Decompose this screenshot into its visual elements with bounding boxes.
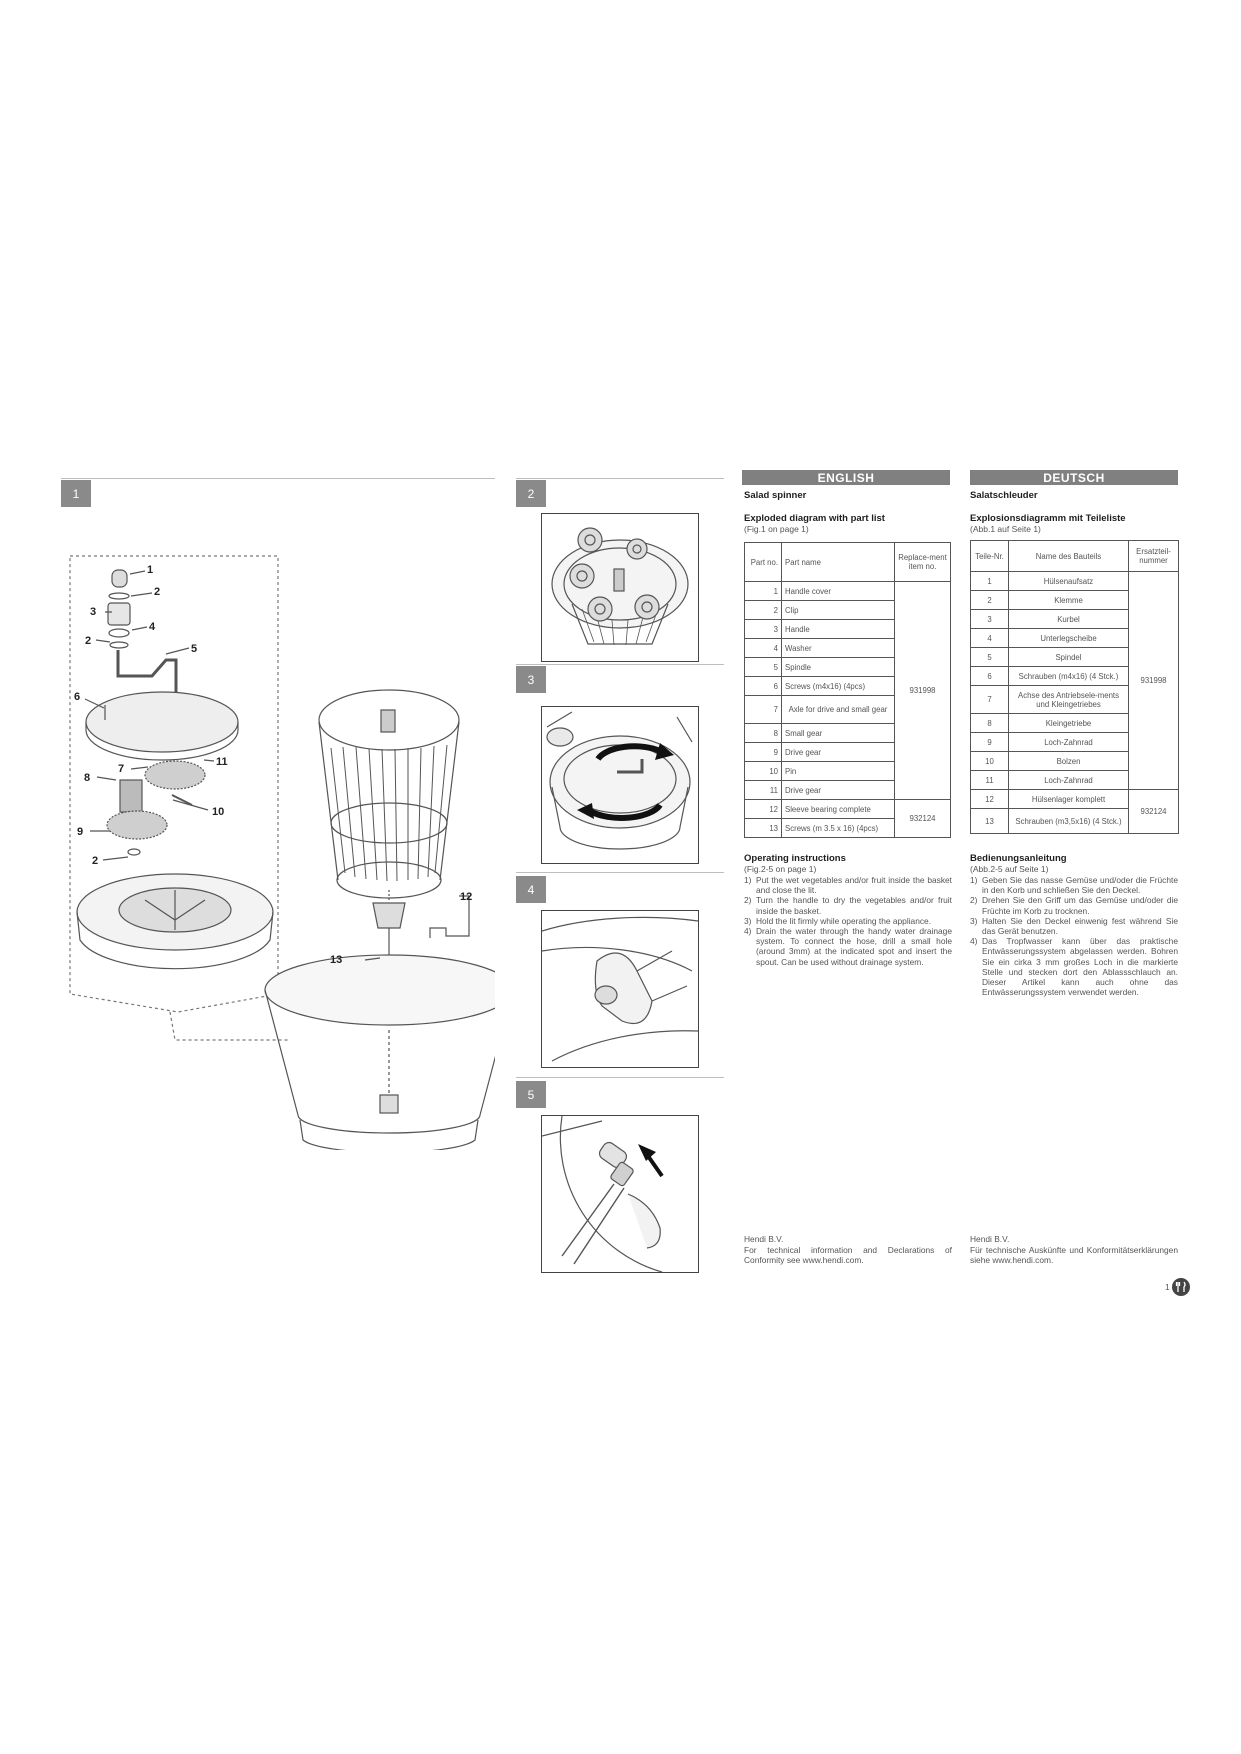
- part-name: Axle for drive and small gear: [782, 696, 895, 724]
- table-row: [745, 582, 951, 601]
- part-name: Handle: [782, 620, 895, 639]
- part-number: 2: [745, 601, 782, 620]
- part-number: 12: [971, 790, 1009, 809]
- step-number: 3): [744, 915, 752, 926]
- part-name: Kleingetriebe: [1009, 714, 1129, 733]
- part-name: Kurbel: [1009, 610, 1129, 629]
- english-parts-table: [744, 542, 951, 838]
- part-number: 2: [971, 591, 1009, 610]
- callout-10: 10: [212, 806, 225, 818]
- part-name: Handle cover: [782, 582, 895, 601]
- part-number: 10: [971, 752, 1009, 771]
- part-number: 9: [971, 733, 1009, 752]
- english-footer-text: For technical information and Declarations of Conformity see www.hendi.com.: [744, 1244, 952, 1265]
- part-number: 10: [745, 762, 782, 781]
- fig2-badge: 2: [516, 480, 546, 507]
- step-number: 1): [744, 875, 752, 885]
- fig3-rule: [516, 664, 724, 665]
- deutsch-parts-table: [970, 540, 1179, 834]
- english-header: ENGLISH: [742, 470, 950, 485]
- english-col-replacement: Replace-ment item no.: [895, 543, 951, 582]
- step-number: 2): [970, 895, 978, 906]
- instruction-step: [744, 916, 952, 926]
- callout-4: 4: [149, 621, 156, 633]
- part-name: Unterlegscheibe: [1009, 629, 1129, 648]
- part-number: 3: [971, 610, 1009, 629]
- deutsch-footer-text: Für technische Auskünfte und Konformitätserklärungen siehe www.hendi.com.: [970, 1244, 1178, 1265]
- part-name: Loch-Zahnrad: [1009, 733, 1129, 752]
- fig5-frame: [541, 1115, 699, 1273]
- fig1-rule: [61, 478, 495, 479]
- step-text: Das Tropfwasser kann über das praktische Entwässerungssystem abgelassen werden. Bohren Sie ein cirka 3 mm großes Loch in die markierte Stelle und stecken dort den Ablassschlauch an. Dieser Artikel kann auch ohne das Entwässerungssystem verwendet werden.: [982, 936, 1178, 998]
- part-name: Achse des Antriebsele-ments und Kleingetriebes: [1009, 686, 1129, 714]
- english-steps: [744, 875, 952, 967]
- part-number: 7: [745, 696, 782, 724]
- callout-2b: 2: [85, 635, 92, 647]
- step-text: Drehen Sie den Griff um das Gemüse und/oder die Früchte im Korb zu trocknen.: [982, 895, 1178, 916]
- part-number: 6: [745, 677, 782, 696]
- part-name: Loch-Zahnrad: [1009, 771, 1129, 790]
- part-name: Spindel: [1009, 648, 1129, 667]
- part-name: Sleeve bearing complete: [782, 800, 895, 819]
- step-text: Hold the lit firmly while operating the appliance.: [756, 915, 932, 926]
- fig2-frame: [541, 513, 699, 662]
- replacement-item-a: 931998: [1129, 572, 1179, 790]
- deutsch-op-sub: (Abb.2-5 auf Seite 1): [970, 864, 1049, 874]
- deutsch-footer: [970, 1234, 1178, 1266]
- part-name: Klemme: [1009, 591, 1129, 610]
- english-title: Salad spinner: [744, 490, 807, 501]
- english-footer-company: Hendi B.V.: [744, 1234, 784, 1244]
- part-name: Schrauben (m3,5x16) (4 Stck.): [1009, 809, 1129, 834]
- part-number: 13: [971, 809, 1009, 834]
- deutsch-op-heading: Bedienungsanleitung: [970, 853, 1067, 864]
- part-number: 1: [745, 582, 782, 601]
- turn-handle-illustration: [542, 707, 698, 863]
- callout-12: 12: [460, 891, 473, 903]
- part-number: 5: [745, 658, 782, 677]
- english-col-name: Part name: [782, 543, 895, 582]
- instruction-step: [744, 875, 952, 895]
- callout-13: 13: [330, 954, 343, 966]
- fig4-badge: 4: [516, 876, 546, 903]
- part-number: 3: [745, 620, 782, 639]
- instruction-step: [970, 936, 1178, 997]
- fig4-rule: [516, 872, 724, 873]
- callout-7: 7: [118, 763, 125, 775]
- callout-2a: 2: [154, 586, 161, 598]
- step-number: 2): [744, 895, 752, 906]
- step-number: 4): [970, 936, 978, 947]
- callout-2c: 2: [92, 855, 99, 867]
- part-name: Bolzen: [1009, 752, 1129, 771]
- english-op-sub: (Fig.2-5 on page 1): [744, 864, 817, 874]
- deutsch-parts-heading: Explosionsdiagramm mit Teileliste: [970, 513, 1126, 524]
- english-parts-heading: Exploded diagram with part list: [744, 513, 885, 524]
- deutsch-title: Salatschleuder: [970, 490, 1038, 501]
- instruction-step: [970, 875, 1178, 895]
- table-row: [745, 800, 951, 819]
- part-number: 5: [971, 648, 1009, 667]
- drain-hose-illustration: [542, 1116, 698, 1272]
- callout-3: 3: [90, 606, 97, 618]
- english-footer: [744, 1234, 952, 1266]
- step-number: 4): [744, 926, 752, 937]
- fig4-frame: [541, 910, 699, 1068]
- callout-1: 1: [147, 564, 154, 576]
- part-name: Clip: [782, 601, 895, 620]
- deutsch-header: DEUTSCH: [970, 470, 1178, 485]
- fig2-rule: [516, 478, 724, 479]
- fig3-frame: [541, 706, 699, 864]
- step-text: Turn the handle to dry the vegetables and/or fruit inside the basket.: [756, 895, 952, 916]
- part-number: 4: [971, 629, 1009, 648]
- fig5-badge: 5: [516, 1081, 546, 1108]
- callout-9: 9: [77, 826, 84, 838]
- part-number: 8: [971, 714, 1009, 733]
- replacement-item-a: 931998: [895, 582, 951, 800]
- part-name: Screws (m 3.5 x 16) (4pcs): [782, 819, 895, 838]
- instruction-step: [744, 895, 952, 915]
- deutsch-steps: [970, 875, 1178, 997]
- part-number: 1: [971, 572, 1009, 591]
- step-text: Halten Sie den Deckel einwenig fest während Sie das Gerät benutzen.: [982, 915, 1178, 937]
- step-text: Geben Sie das nasse Gemüse und/oder die Früchte in den Korb und schließen Sie den Deckel.: [982, 875, 1178, 896]
- basket-top-view: [542, 514, 698, 661]
- part-number: 12: [745, 800, 782, 819]
- deutsch-col-name: Name des Bauteils: [1009, 541, 1129, 572]
- hendi-logo-icon: [1172, 1278, 1190, 1296]
- part-name: Spindle: [782, 658, 895, 677]
- table-row: [971, 790, 1179, 809]
- part-name: Hülsenlager komplett: [1009, 790, 1129, 809]
- part-name: Pin: [782, 762, 895, 781]
- part-name: Schrauben (m4x16) (4 Stck.): [1009, 667, 1129, 686]
- hold-lid-illustration: [542, 911, 698, 1067]
- step-text: Put the wet vegetables and/or fruit inside the basket and close the lit.: [756, 875, 952, 896]
- table-row: [971, 572, 1179, 591]
- english-parts-sub: (Fig.1 on page 1): [744, 524, 809, 534]
- part-name: Small gear: [782, 724, 895, 743]
- part-number: 11: [745, 781, 782, 800]
- part-number: 11: [971, 771, 1009, 790]
- part-number: 8: [745, 724, 782, 743]
- step-number: 3): [970, 915, 978, 926]
- part-name: Hülsenaufsatz: [1009, 572, 1129, 591]
- instruction-step: [970, 895, 1178, 915]
- part-name: Screws (m4x16) (4pcs): [782, 677, 895, 696]
- replacement-item-b: 932124: [1129, 790, 1179, 834]
- deutsch-col-replacement: Ersatzteil-nummer: [1129, 541, 1179, 572]
- exploded-diagram: [55, 540, 495, 1150]
- deutsch-parts-sub: (Abb.1 auf Seite 1): [970, 524, 1041, 534]
- part-name: Drive gear: [782, 781, 895, 800]
- instruction-step: [744, 926, 952, 967]
- english-op-heading: Operating instructions: [744, 853, 846, 864]
- part-name: Drive gear: [782, 743, 895, 762]
- fig1-badge: 1: [61, 480, 91, 507]
- page-number: 1: [1165, 1282, 1170, 1292]
- fig5-rule: [516, 1077, 724, 1078]
- step-text: Drain the water through the handy water drainage system. To connect the hose, drill a small hole (around 3mm) at the indicated spot and insert the spout. Can be used without drainage system.: [756, 926, 952, 967]
- callout-8: 8: [84, 772, 91, 784]
- replacement-item-b: 932124: [895, 800, 951, 838]
- callout-5: 5: [191, 643, 198, 655]
- deutsch-col-no: Teile-Nr.: [971, 541, 1009, 572]
- part-name: Washer: [782, 639, 895, 658]
- part-number: 6: [971, 667, 1009, 686]
- part-number: 9: [745, 743, 782, 762]
- step-number: 1): [970, 875, 978, 885]
- callout-11: 11: [216, 756, 228, 768]
- part-number: 4: [745, 639, 782, 658]
- instruction-step: [970, 916, 1178, 936]
- part-number: 7: [971, 686, 1009, 714]
- callout-6: 6: [74, 691, 81, 703]
- part-number: 13: [745, 819, 782, 838]
- fig3-badge: 3: [516, 666, 546, 693]
- english-col-no: Part no.: [745, 543, 782, 582]
- deutsch-footer-company: Hendi B.V.: [970, 1234, 1010, 1244]
